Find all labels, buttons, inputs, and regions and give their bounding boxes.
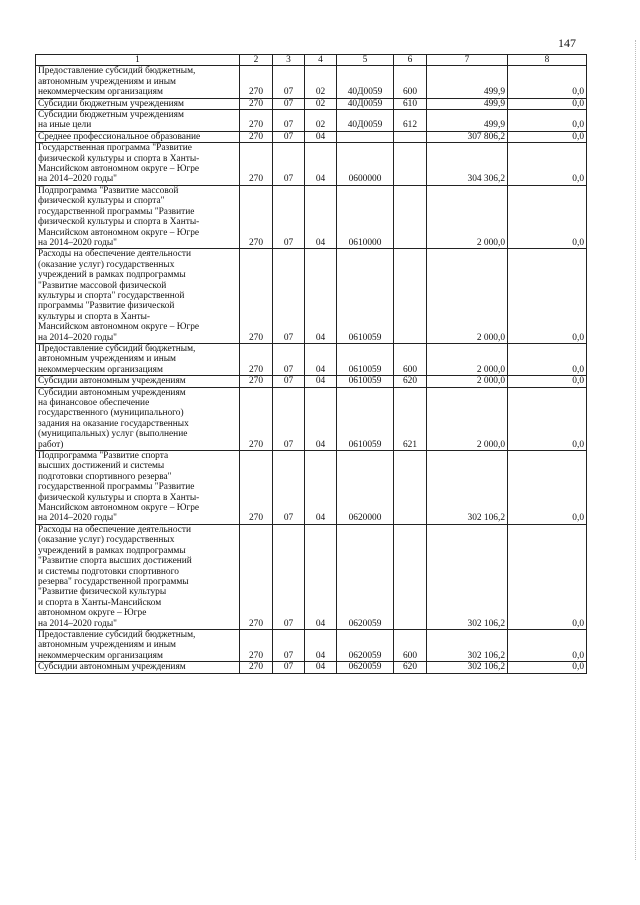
expense-type-cell: 600 [394,343,427,375]
ministry-code-cell: 270 [240,451,273,525]
expense-type-cell [394,451,427,525]
expense-type-cell: 600 [394,629,427,661]
ministry-code-cell: 270 [240,98,273,109]
subsection-code-cell: 04 [305,343,337,375]
federal-amount-cell: 0,0 [508,131,587,142]
federal-amount-cell: 0,0 [508,376,587,387]
table-row [36,98,587,109]
subsection-code-cell: 04 [305,387,337,450]
amount-cell: 307 806,2 [427,131,508,142]
column-header: 3 [273,55,305,66]
federal-amount-cell: 0,0 [508,98,587,109]
row-name-cell: Субсидии бюджетным учреждениям [36,98,240,109]
expense-type-cell: 610 [394,98,427,109]
subsection-code-cell: 04 [305,451,337,525]
amount-cell: 499,9 [427,98,508,109]
ministry-code-cell: 270 [240,376,273,387]
ministry-code-cell: 270 [240,185,273,248]
section-code-cell: 07 [273,143,305,186]
ministry-code-cell: 270 [240,387,273,450]
federal-amount-cell: 0,0 [508,451,587,525]
section-code-cell: 07 [273,451,305,525]
section-code-cell: 07 [273,376,305,387]
federal-amount-cell: 0,0 [508,185,587,248]
column-header: 5 [337,55,394,66]
subsection-code-cell: 02 [305,110,337,132]
target-article-cell: 0610000 [337,185,394,248]
subsection-code-cell: 04 [305,131,337,142]
amount-cell: 302 106,2 [427,524,508,629]
row-name-cell: Предоставление субсидий бюджетным, автономным учреждениям и иным некоммерческим организациям [36,343,240,375]
target-article-cell: 0610059 [337,376,394,387]
row-name-cell: Субсидии бюджетным учреждениям на иные цели [36,110,240,132]
table-row [36,66,587,98]
subsection-code-cell: 04 [305,629,337,661]
subsection-code-cell: 02 [305,98,337,109]
table-row [36,629,587,661]
expense-type-cell: 621 [394,387,427,450]
target-article-cell: 0620059 [337,662,394,673]
subsection-code-cell: 04 [305,662,337,673]
row-name-cell: Предоставление субсидий бюджетным, автономным учреждениям и иным некоммерческим организациям [36,629,240,661]
subsection-code-cell: 04 [305,524,337,629]
row-name-cell: Субсидии автономным учреждениям [36,662,240,673]
expense-type-cell [394,143,427,186]
table-row [36,451,587,525]
section-code-cell: 07 [273,185,305,248]
target-article-cell: 0610059 [337,249,394,344]
amount-cell: 2 000,0 [427,185,508,248]
expense-type-cell: 612 [394,110,427,132]
section-code-cell: 07 [273,66,305,98]
row-name-cell: Расходы на обеспечение деятельности (оказание услуг) государственных учреждений в рамках подпрограммы "Развитие массовой физической культуры и спорта" государственной программы "Развитие физической культуры и спорта в Ханты- Мансийском автономном округе – Югре на 2014–2020 годы" [36,249,240,344]
ministry-code-cell: 270 [240,131,273,142]
amount-cell: 2 000,0 [427,387,508,450]
table-row [36,249,587,344]
section-code-cell: 07 [273,98,305,109]
ministry-code-cell: 270 [240,110,273,132]
row-name-cell: Субсидии автономным учреждениям [36,376,240,387]
row-name-cell: Субсидии автономным учреждениям на финансовое обеспечение государственного (муниципального) задания на оказание государственных (муниципальных) услуг (выполнение работ) [36,387,240,450]
section-code-cell: 07 [273,131,305,142]
table-row [36,143,587,186]
target-article-cell: 0610059 [337,387,394,450]
row-name-cell: Предоставление субсидий бюджетным, автономным учреждениям и иным некоммерческим организациям [36,66,240,98]
expense-type-cell [394,524,427,629]
subsection-code-cell: 04 [305,143,337,186]
ministry-code-cell: 270 [240,249,273,344]
section-code-cell: 07 [273,343,305,375]
column-header: 1 [36,55,240,66]
subsection-code-cell: 04 [305,249,337,344]
expense-type-cell [394,185,427,248]
table-row [36,376,587,387]
federal-amount-cell: 0,0 [508,110,587,132]
amount-cell: 302 106,2 [427,451,508,525]
table-row [36,524,587,629]
table-row [36,131,587,142]
target-article-cell [337,131,394,142]
amount-cell: 302 106,2 [427,629,508,661]
table-row [36,387,587,450]
expense-type-cell [394,131,427,142]
target-article-cell: 40Д0059 [337,66,394,98]
federal-amount-cell: 0,0 [508,143,587,186]
column-header: 7 [427,55,508,66]
column-header: 2 [240,55,273,66]
ministry-code-cell: 270 [240,629,273,661]
expense-type-cell [394,249,427,344]
ministry-code-cell: 270 [240,143,273,186]
table-row [36,662,587,673]
federal-amount-cell: 0,0 [508,387,587,450]
subsection-code-cell: 04 [305,376,337,387]
amount-cell: 499,9 [427,110,508,132]
row-name-cell: Среднее профессиональное образование [36,131,240,142]
column-header: 4 [305,55,337,66]
table-row [36,110,587,132]
page-number: 147 [558,36,576,50]
section-code-cell: 07 [273,110,305,132]
amount-cell: 2 000,0 [427,343,508,375]
table-body [36,66,587,673]
target-article-cell: 0620000 [337,451,394,525]
federal-amount-cell: 0,0 [508,66,587,98]
subsection-code-cell: 04 [305,185,337,248]
federal-amount-cell: 0,0 [508,343,587,375]
expense-type-cell: 620 [394,376,427,387]
target-article-cell: 40Д0059 [337,98,394,109]
row-name-cell: Расходы на обеспечение деятельности (оказание услуг) государственных учреждений в рамках подпрограммы "Развитие спорта высших достижений и системы подготовки спортивного резерва" государственной программы "Развитие физической культуры и спорта в Ханты-Мансийском автономном округе – Югре на 2014–2020 годы" [36,524,240,629]
federal-amount-cell: 0,0 [508,524,587,629]
subsection-code-cell: 02 [305,66,337,98]
ministry-code-cell: 270 [240,343,273,375]
section-code-cell: 07 [273,524,305,629]
column-header: 8 [508,55,587,66]
federal-amount-cell: 0,0 [508,662,587,673]
target-article-cell: 40Д0059 [337,110,394,132]
ministry-code-cell: 270 [240,662,273,673]
federal-amount-cell: 0,0 [508,629,587,661]
expense-type-cell: 620 [394,662,427,673]
row-name-cell: Подпрограмма "Развитие спорта высших достижений и системы подготовки спортивного резерва" государственной программы "Развитие физической культуры и спорта в Ханты- Мансийском автономном округе – Югре на 2014–2020 годы" [36,451,240,525]
ministry-code-cell: 270 [240,524,273,629]
scan-edge-marks [631,40,636,860]
column-header: 6 [394,55,427,66]
column-number-row [36,55,587,66]
table-row [36,185,587,248]
target-article-cell: 0620059 [337,524,394,629]
section-code-cell: 07 [273,249,305,344]
budget-table [35,54,587,674]
ministry-code-cell: 270 [240,66,273,98]
expense-type-cell: 600 [394,66,427,98]
target-article-cell: 0600000 [337,143,394,186]
section-code-cell: 07 [273,629,305,661]
section-code-cell: 07 [273,662,305,673]
amount-cell: 304 306,2 [427,143,508,186]
amount-cell: 499,9 [427,66,508,98]
table-row [36,343,587,375]
amount-cell: 2 000,0 [427,249,508,344]
amount-cell: 2 000,0 [427,376,508,387]
section-code-cell: 07 [273,387,305,450]
federal-amount-cell: 0,0 [508,249,587,344]
amount-cell: 302 106,2 [427,662,508,673]
row-name-cell: Подпрограмма "Развитие массовой физической культуры и спорта" государственной программы "Развитие физической культуры и спорта в Ханты- Мансийском автономном округе – Югре на 2014–2020 годы" [36,185,240,248]
row-name-cell: Государственная программа "Развитие физической культуры и спорта в Ханты- Мансийском автономном округе – Югре на 2014–2020 годы" [36,143,240,186]
target-article-cell: 0620059 [337,629,394,661]
target-article-cell: 0610059 [337,343,394,375]
